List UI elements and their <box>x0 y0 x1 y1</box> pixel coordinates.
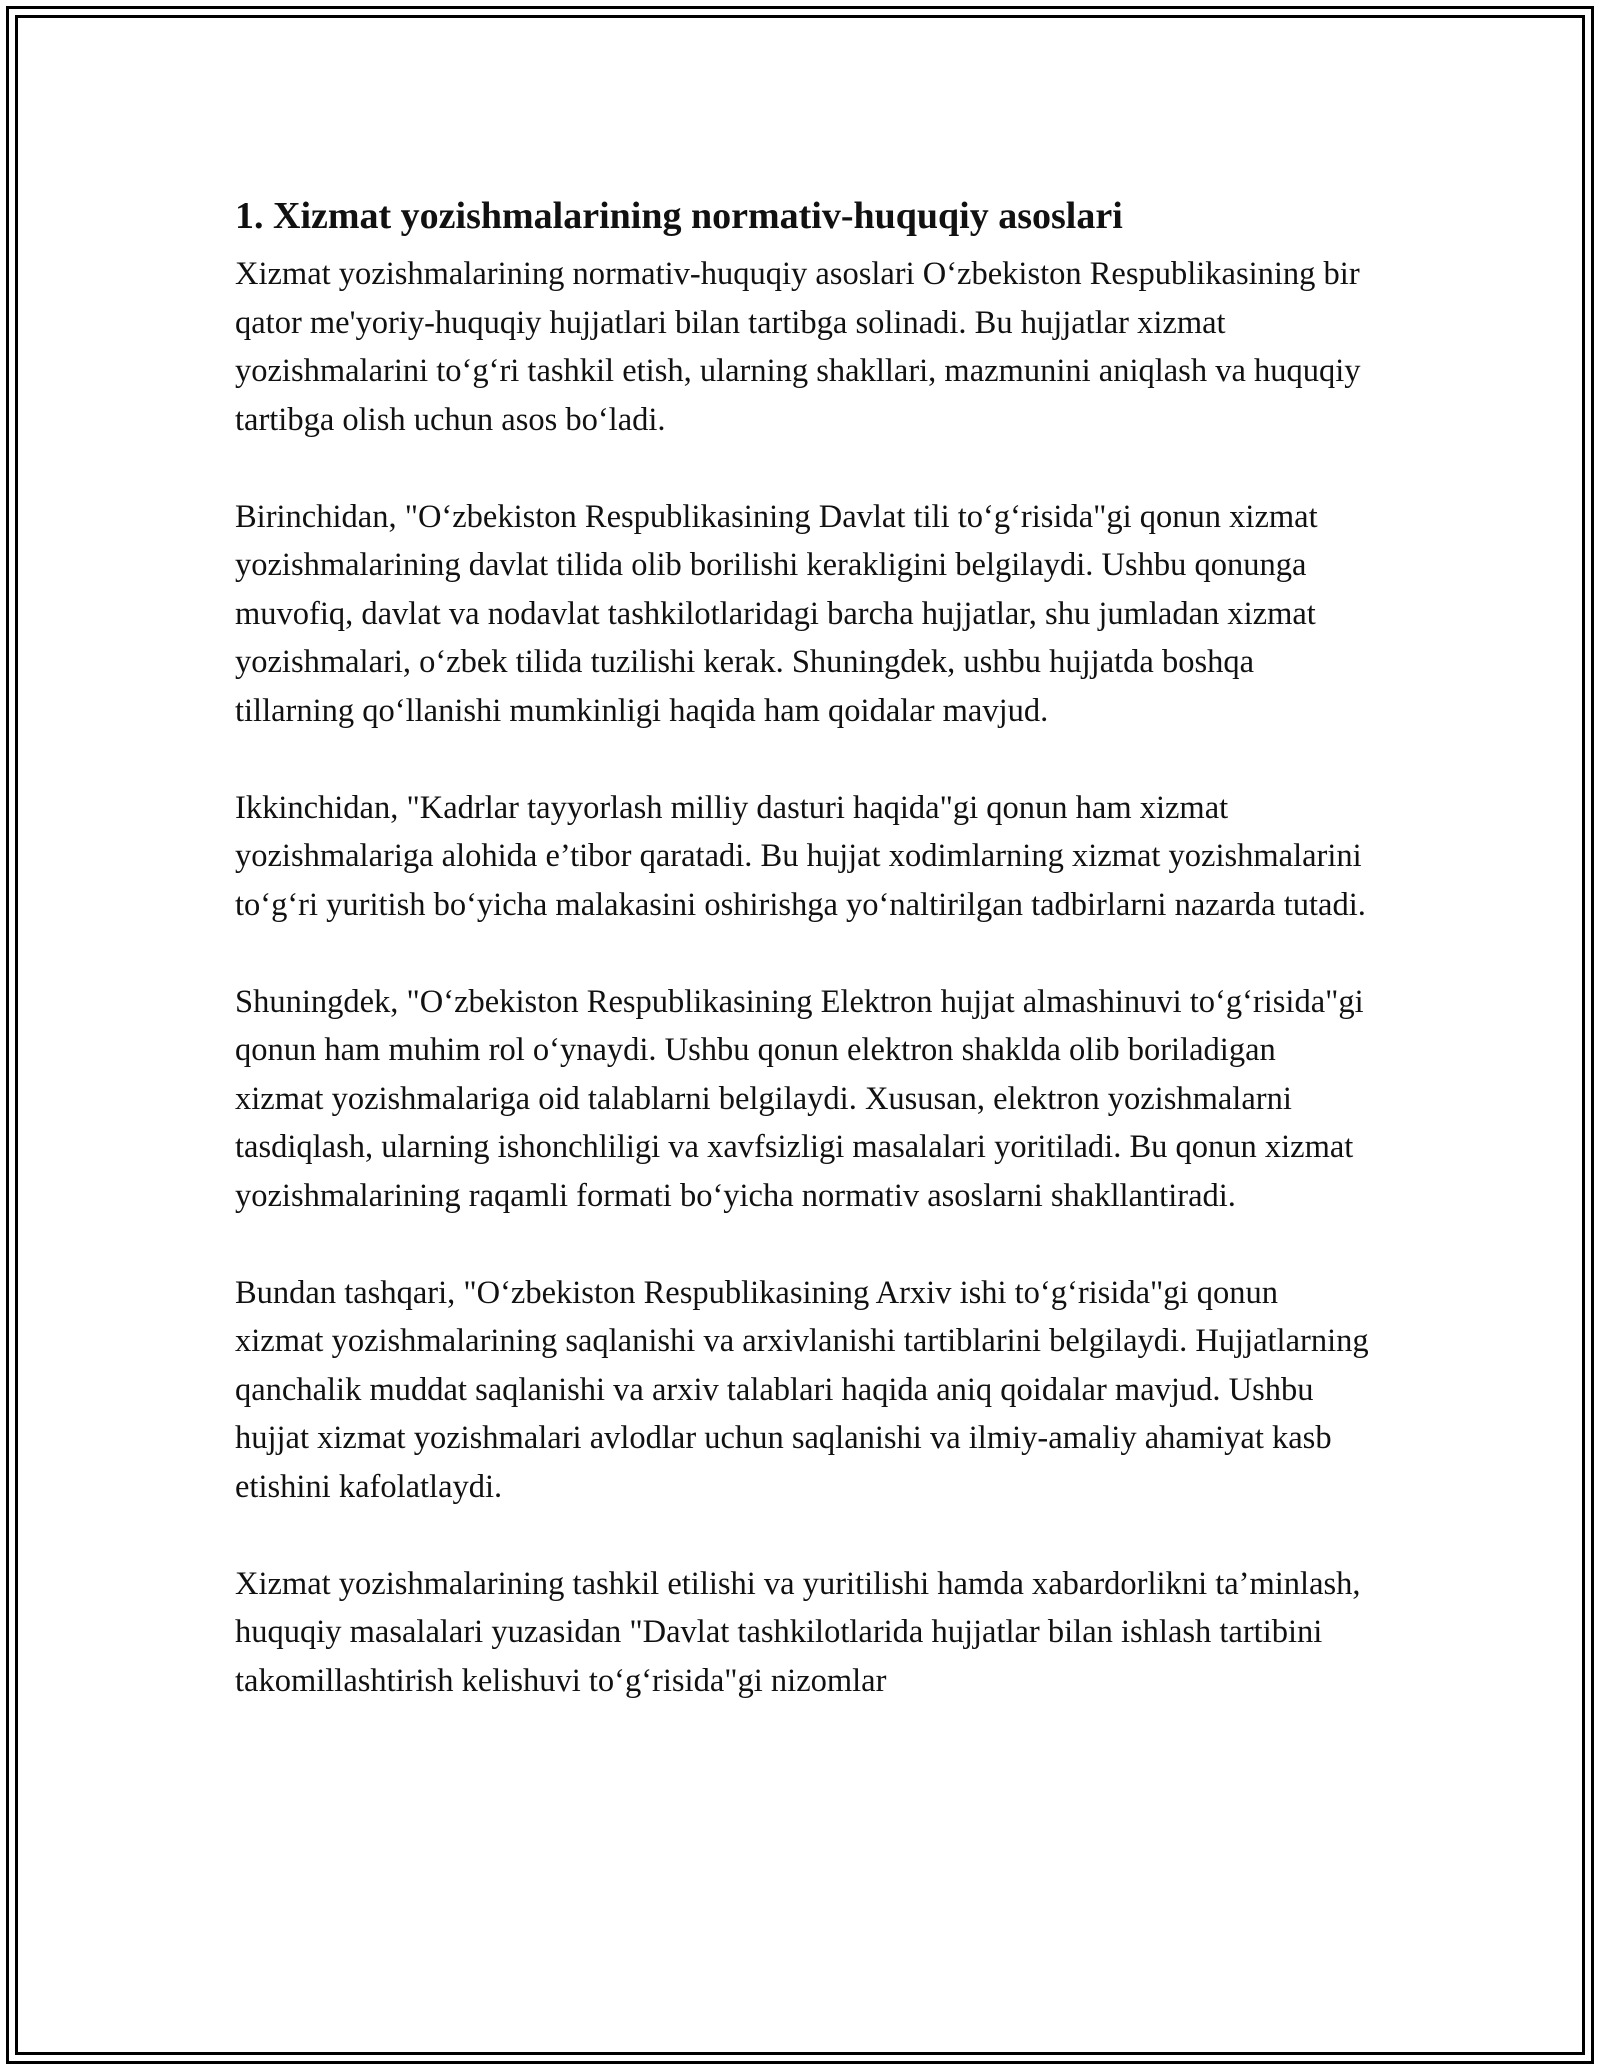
section-heading: 1. Xizmat yozishmalarining normativ-huquqiy asoslari <box>235 195 1123 237</box>
paragraph: Xizmat yozishmalarining normativ-huquqiy asoslari O‘zbekiston Respublikasining bir qator me'yoriy-huquqiy hujjatlari bilan tartibga solinadi. Bu hujjatlar xizmat yozishmalarini to‘g‘ri tashkil etish, ularning shakllari, mazmunini aniqlash va huquqiy tartibga olish uchun asos bo‘ladi. <box>235 256 1361 438</box>
paragraph: Ikkinchidan, "Kadrlar tayyorlash milliy dasturi haqida"gi qonun ham xizmat yozishmalariga alohida e’tibor qaratadi. Bu hujjat xodimlarning xizmat yozishmalarini to‘g‘ri yuritish bo‘yicha malakasini oshirishga yo‘naltirilgan tadbirlarni nazarda tutadi. <box>235 789 1366 923</box>
paragraph: Shuningdek, "O‘zbekiston Respublikasining Elektron hujjat almashinuvi to‘g‘risida"gi qonun ham muhim rol o‘ynaydi. Ushbu qonun elektron shaklda olib boriladigan xizmat yozishmalariga oid talablarni belgilaydi. Xususan, elektron yozishmalarni tasdiqlash, ularning ishonchliligi va xavfsizligi masalalari yoritiladi. Bu qonun xizmat yozishmalarining raqamli formati bo‘yicha normativ asoslarni shakllantiradi. <box>235 983 1364 1214</box>
paragraph: Xizmat yozishmalarining tashkil etilishi va yuritilishi hamda xabardorlikni ta’minlash, huquqiy masalalari yuzasidan "Davlat tashkilotlarida hujjatlar bilan ishlash tartibini takomillashtirish kelishuvi to‘g‘risida"gi nizomlar <box>235 1565 1361 1699</box>
paragraph: Birinchidan, "O‘zbekiston Respublikasining Davlat tili to‘g‘risida"gi qonun xizmat yozishmalarining davlat tilida olib borilishi kerakligini belgilaydi. Ushbu qonunga muvofiq, davlat va nodavlat tashkilotlaridagi barcha hujjatlar, shu jumladan xizmat yozishmalari, o‘zbek tilida tuzilishi kerak. Shuningdek, ushbu hujjatda boshqa tillarning qo‘llanishi mumkinligi haqida ham qoidalar mavjud. <box>235 498 1318 729</box>
paragraph: Bundan tashqari, "O‘zbekiston Respublikasining Arxiv ishi to‘g‘risida"gi qonun xizmat yozishmalarining saqlanishi va arxivlanishi tartiblarini belgilaydi. Hujjatlarning qanchalik muddat saqlanishi va arxiv talablari haqida aniq qoidalar mavjud. Ushbu hujjat xizmat yozishmalari avlodlar uchun saqlanishi va ilmiy-amaliy ahamiyat kasb etishini kafolatlaydi. <box>235 1274 1369 1505</box>
document-body <box>235 182 1370 1705</box>
